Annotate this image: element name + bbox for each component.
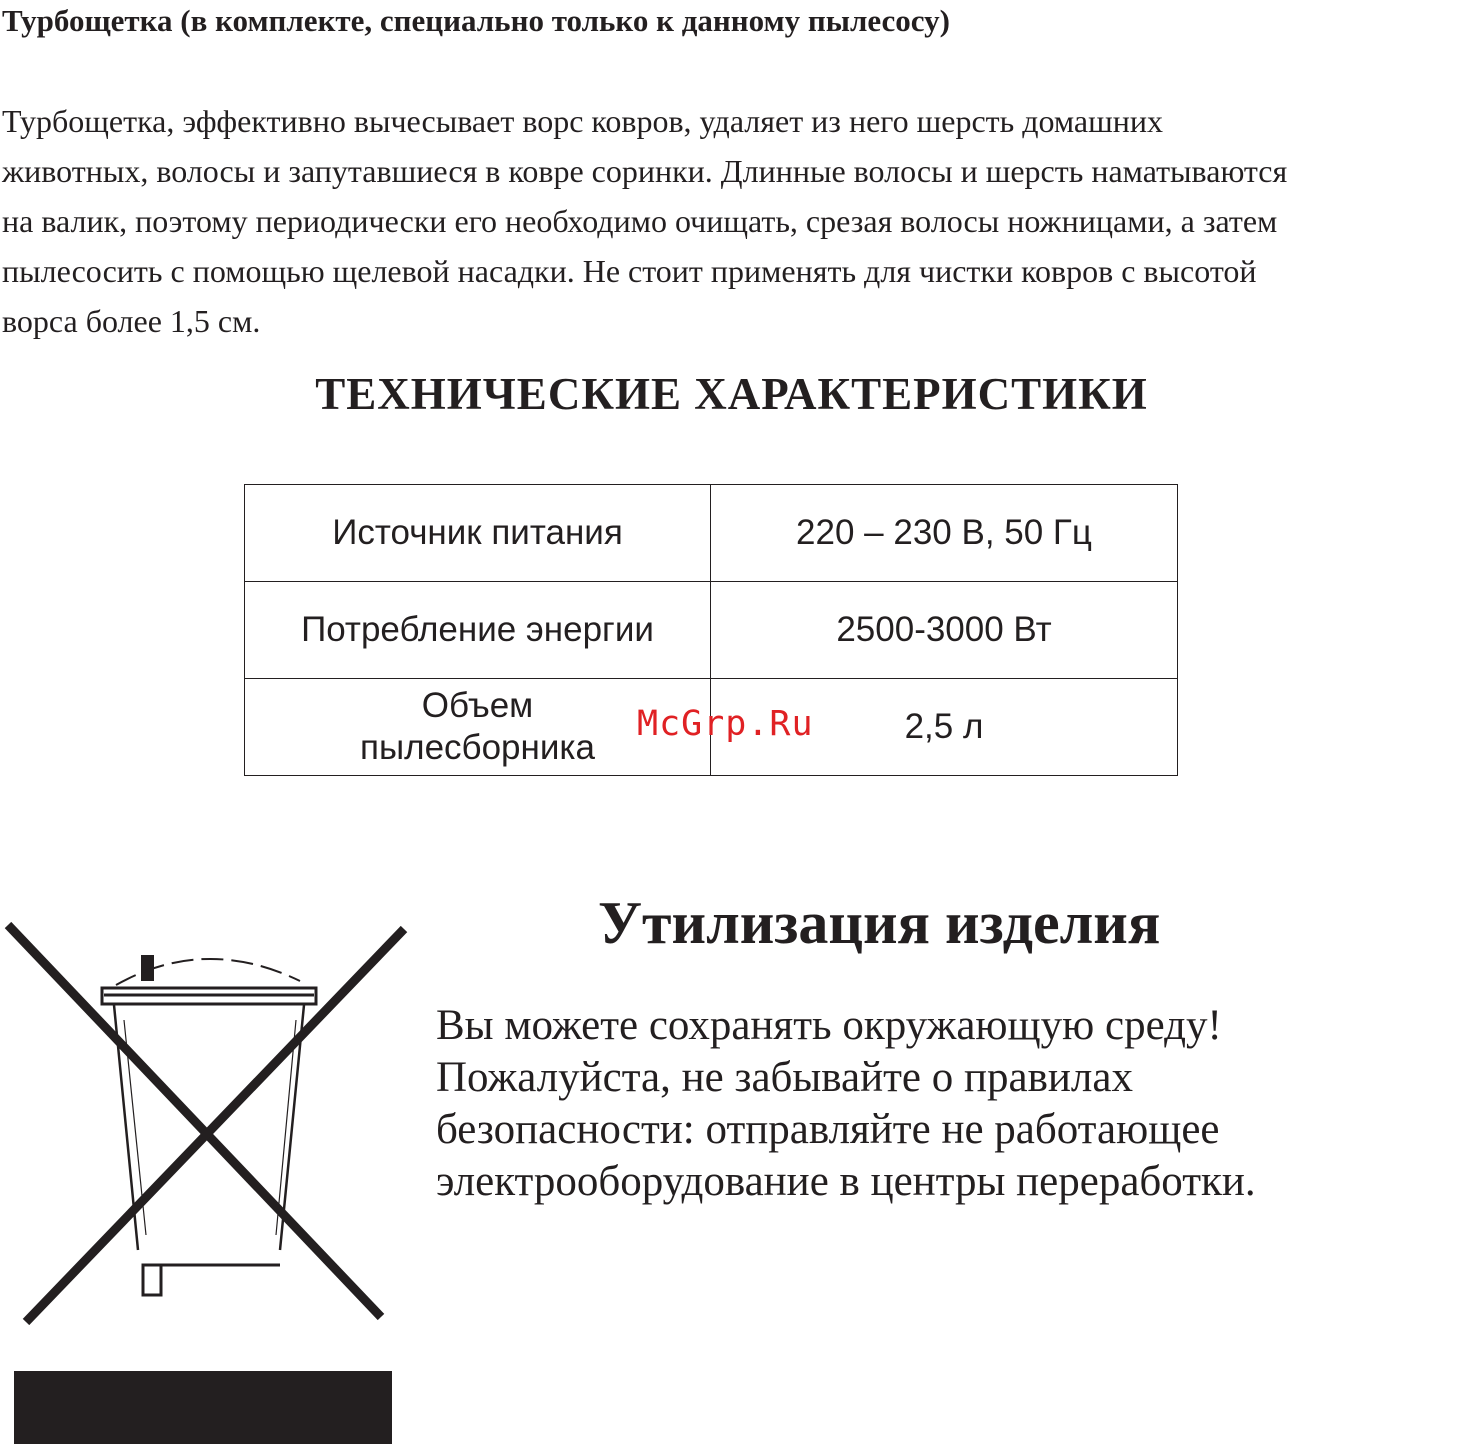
spec-value-power-consumption: 2500-3000 Вт — [711, 582, 1178, 679]
turbo-brush-description: Турбощетка, эффективно вычесывает ворс ковров, удаляет из него шерсть домашних животных, волосы и запутавшиеся в ковре соринки. Длинные волосы и шерсть наматываются на валик, поэтому периодически его необходимо очищать, срезая волосы ножницами, а затем пылесосить с помощью щелевой насадки. Не стоит применять для чистки ковров с высотой ворса более 1,5 см. — [2, 103, 1288, 339]
turbo-brush-heading: Турбощетка (в комплекте, специально только к данному пылесосу) — [2, 3, 950, 38]
spec-value-dust-container: 2,5 л — [711, 679, 1178, 776]
spec-label-dust-container: Объем пылесборника — [245, 679, 711, 776]
specs-title: ТЕХНИЧЕСКИЕ ХАРАКТЕРИСТИКИ — [315, 369, 1148, 419]
disposal-title: Утилизация изделия — [598, 890, 1161, 956]
crossed-out-wheelie-bin-icon — [0, 915, 410, 1325]
table-row — [245, 485, 1178, 582]
black-bar — [14, 1371, 392, 1444]
watermark: McGrp.Ru — [637, 704, 814, 744]
table-row — [245, 582, 1178, 679]
spec-label-power-consumption: Потребление энергии — [245, 582, 711, 679]
spec-label-power-source: Источник питания — [245, 485, 711, 582]
spec-value-power-source: 220 – 230 В, 50 Гц — [711, 485, 1178, 582]
disposal-text: Вы можете сохранять окружающую среду! Пожалуйста, не забывайте о правилах безопасности: отправляйте не работающее электрооборудование в центры переработки. — [436, 1002, 1256, 1205]
